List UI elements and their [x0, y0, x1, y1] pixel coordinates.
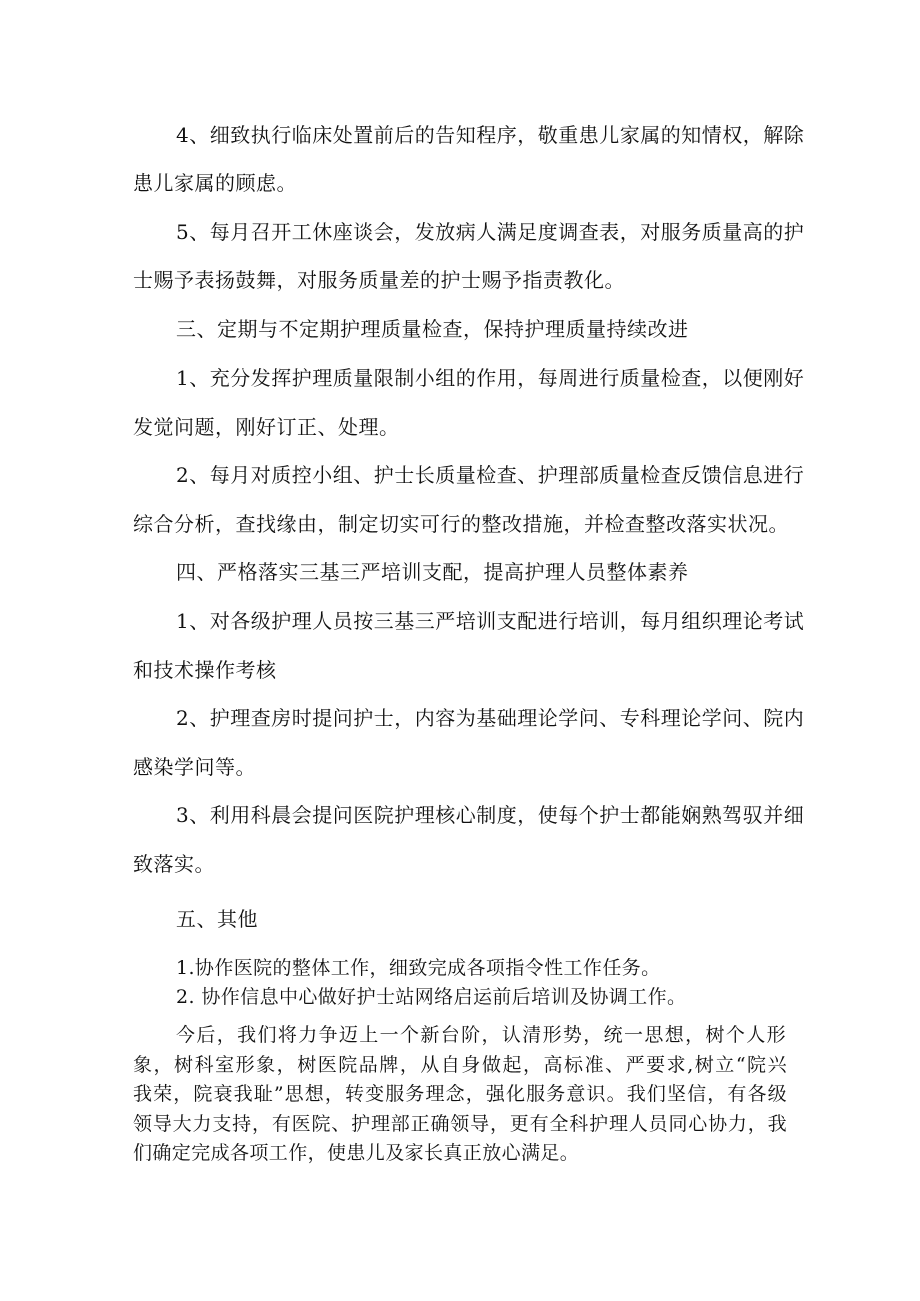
item4-line2: 患儿家属的顾虑。: [133, 171, 297, 195]
section5-item2: 2. 协作信息中心做好护士站网络启运前后培训及协调工作。: [176, 986, 687, 1008]
closing-line1: 今后，我们将力争迈上一个新台阶，认清形势，统一思想，树个人形: [176, 1024, 786, 1046]
section3-item1-line1: 1、充分发挥护理质量限制小组的作用，每周进行质量检查，以便刚好: [176, 366, 805, 390]
section4-heading: 四、严格落实三基三严培训支配，提高护理人员整体素养: [176, 560, 689, 584]
section3-item1-line2: 发觉问题，刚好订正、处理。: [133, 415, 400, 439]
section3-item2-line1: 2、每月对质控小组、护士长质量检查、护理部质量检查反馈信息进行: [176, 463, 805, 487]
section3-heading: 三、定期与不定期护理质量检查，保持护理质量持续改进: [176, 317, 689, 341]
section4-item2-line1: 2、护理查房时提问护士，内容为基础理论学问、专科理论学问、院内: [176, 706, 805, 730]
closing-line2: 象，树科室形象，树医院品牌，从自身做起，高标准、严要求,树立“院兴: [133, 1054, 787, 1076]
section5-heading: 五、其他: [176, 907, 258, 931]
section4-item1-line1: 1、对各级护理人员按三基三严培训支配进行培训，每月组织理论考试: [176, 609, 805, 633]
section5-item1: 1.协作医院的整体工作，细致完成各项指令性工作任务。: [176, 957, 661, 979]
section4-item3-line1: 3、利用科晨会提问医院护理核心制度，使每个护士都能娴熟驾驭并细: [176, 803, 805, 827]
item5-line2: 士赐予表扬鼓舞，对服务质量差的护士赐予指责教化。: [133, 268, 625, 292]
item5-line1: 5、每月召开工休座谈会，发放病人满足度调查表，对服务质量高的护: [176, 220, 805, 244]
closing-line3: 我荣，院衰我耻”思想，转变服务理念，强化服务意识。我们坚信，有各级: [133, 1083, 787, 1105]
section4-item3-line2: 致落实。: [133, 852, 215, 876]
section3-item2-line2: 综合分析，查找缘由，制定切实可行的整改措施，并检查整改落实状况。: [133, 512, 789, 536]
item4-line1: 4、细致执行临床处置前后的告知程序，敬重患儿家属的知情权，解除: [176, 123, 805, 147]
closing-line5: 们确定完成各项工作，使患儿及家长真正放心满足。: [133, 1142, 580, 1164]
closing-line4: 领导大力支持，有医院、护理部正确领导，更有全科护理人员同心协力，我: [133, 1113, 787, 1135]
section4-item2-line2: 感染学问等。: [133, 755, 256, 779]
section4-item1-line2: 和技术操作考核: [133, 658, 277, 682]
